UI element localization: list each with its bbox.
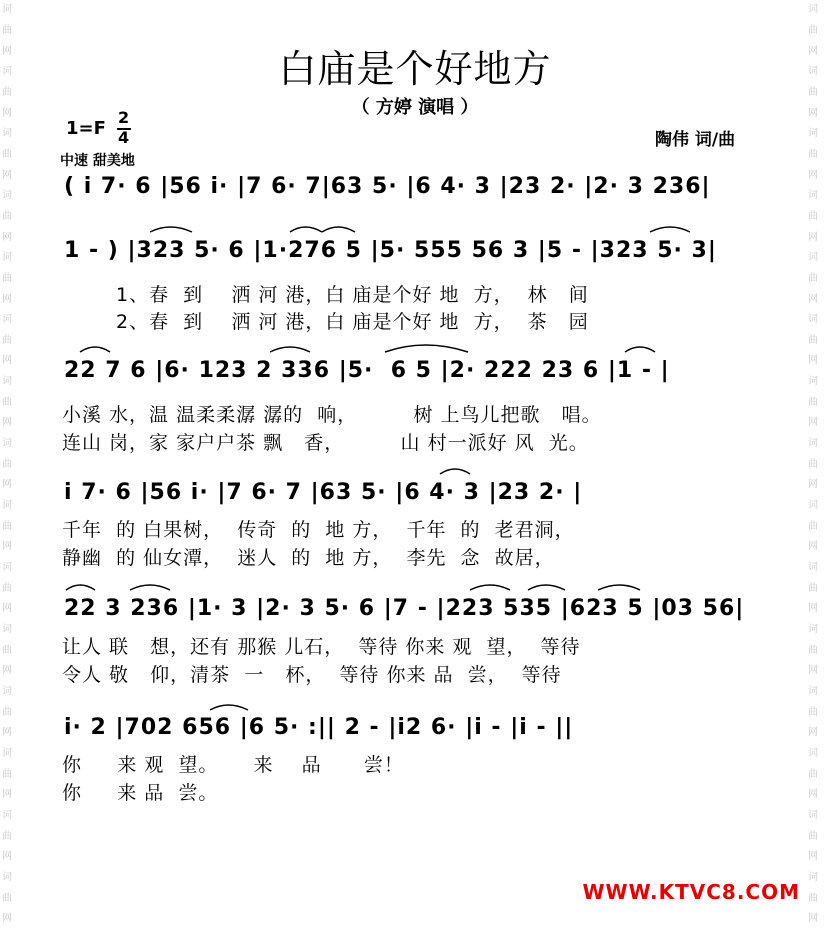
watermark-glyph: 词 (2, 871, 12, 883)
lyric-line-5b: 令人 敬 仰，清茶 一 杯， 等待 你来 品 尝， 等待 (62, 664, 562, 686)
watermark-glyph: 网 (2, 603, 12, 615)
watermark-glyph: 曲 (808, 334, 818, 346)
watermark-glyph: 词 (2, 438, 12, 450)
watermark-glyph: 曲 (2, 148, 12, 160)
watermark-glyph: 词 (2, 376, 12, 388)
watermark-glyph: 网 (808, 107, 818, 119)
watermark-glyph: 网 (2, 913, 12, 925)
watermark-glyph: 网 (2, 45, 12, 57)
notation-line-1: ( i 7· 6 |56 i· |7 6· 7|63 5· |6 4· 3 |23 2· |2· 3 236| (64, 174, 711, 199)
watermark-glyph: 曲 (2, 396, 12, 408)
watermark-glyph: 词 (2, 624, 12, 636)
watermark-glyph: 曲 (808, 706, 818, 718)
watermark-glyph: 词 (808, 747, 818, 759)
lyric-line-4b: 静幽 的 仙女潭， 迷人 的 地 方， 李先 念 故居， (62, 547, 555, 569)
watermark-glyph: 曲 (808, 582, 818, 594)
watermark-glyph: 网 (2, 665, 12, 677)
watermark-glyph: 曲 (808, 644, 818, 656)
watermark-glyph: 词 (808, 376, 818, 388)
slur (270, 347, 310, 352)
watermark-glyph: 曲 (2, 768, 12, 780)
watermark-glyph: 网 (808, 169, 818, 181)
watermark-glyph: 曲 (808, 272, 818, 284)
watermark-glyph: 曲 (808, 396, 818, 408)
slur (290, 227, 322, 232)
watermark-glyph: 词 (2, 685, 12, 697)
watermark-glyph: 网 (2, 727, 12, 739)
slur (528, 585, 565, 590)
lyric-line-6b: 你 来 品 尝。 (62, 782, 219, 804)
site-url[interactable]: WWW.KTVC8.COM (582, 880, 800, 904)
watermark-glyph: 词 (808, 871, 818, 883)
slur (625, 347, 655, 352)
watermark-glyph: 网 (808, 727, 818, 739)
watermark-glyph: 曲 (808, 148, 818, 160)
watermark-glyph: 网 (808, 851, 818, 863)
watermark-glyph: 曲 (2, 272, 12, 284)
key-signature: 1=F (66, 118, 106, 139)
watermark-glyph: 曲 (2, 458, 12, 470)
slur (150, 227, 192, 232)
slur (385, 345, 468, 352)
watermark-glyph: 词 (2, 562, 12, 574)
watermark-glyph: 曲 (2, 334, 12, 346)
lyric-line-2b: 2、春 到 洒 河 港，白 庙是个好 地 方， 茶 园 (116, 311, 589, 333)
lyric-line-5a: 让人 联 想，还有 那猴 儿石， 等待 你来 观 望， 等待 (62, 636, 581, 658)
notation-line-4: i 7· 6 |56 i· |7 6· 7 |63 5· |6 4· 3 |23 2· | (64, 480, 583, 505)
notation-line-5: 22 3 236 |1· 3 |2· 3 5· 6 |7 - |223 535 |623 5 |03 56| (64, 596, 745, 621)
slur (210, 705, 248, 710)
time-sig-num: 2 (118, 108, 130, 127)
song-title: 白庙是个好地方 (278, 47, 552, 91)
watermark-glyph: 网 (2, 417, 12, 429)
watermark-glyph: 词 (2, 252, 12, 264)
watermark-glyph: 网 (2, 107, 12, 119)
watermark-glyph: 词 (2, 4, 12, 16)
slur (80, 347, 110, 352)
watermark-glyph: 词 (808, 438, 818, 450)
lyric-line-2a: 1、春 到 洒 河 港，白 庙是个好 地 方， 林 间 (116, 284, 589, 306)
watermark-glyph: 网 (2, 541, 12, 553)
watermark-glyph: 词 (808, 685, 818, 697)
watermark-glyph: 网 (808, 293, 818, 305)
watermark-glyph: 词 (2, 500, 12, 512)
watermark-glyph: 曲 (808, 520, 818, 532)
watermark-glyph: 词 (2, 747, 12, 759)
watermark-glyph: 词 (808, 500, 818, 512)
lyric-line-3a: 小溪 水，温 温柔柔潺 潺的 响， 树 上鸟儿把歌 唱。 (62, 404, 602, 426)
watermark-glyph: 词 (808, 624, 818, 636)
notation-line-3: 22 7 6 |6· 123 2 336 |5· 6 5 |2· 222 23 6 |1 - | (64, 358, 670, 383)
watermark-glyph: 词 (808, 4, 818, 16)
watermark-glyph: 网 (2, 169, 12, 181)
singer: （ 方婷 演唱 ） (351, 97, 479, 118)
watermark-glyph: 网 (808, 45, 818, 57)
slur (66, 585, 95, 590)
slur (322, 227, 355, 232)
watermark-glyph: 网 (2, 851, 12, 863)
watermark-glyph: 曲 (2, 706, 12, 718)
slur (440, 469, 470, 474)
watermark-glyph: 网 (808, 665, 818, 677)
watermark-glyph: 曲 (2, 830, 12, 842)
lyric-line-4a: 千年 的 白果树， 传奇 的 地 方， 千年 的 老君洞， (62, 519, 575, 541)
slur (650, 227, 690, 232)
watermark-glyph: 词 (808, 314, 818, 326)
watermark-glyph: 网 (808, 355, 818, 367)
notation-line-6: i· 2 |702 656 |6 5· :|| 2 - |i2 6· |i - |i - || (64, 715, 574, 740)
slur (598, 585, 640, 590)
watermark-glyph: 词 (808, 562, 818, 574)
watermark-glyph: 曲 (808, 768, 818, 780)
watermark-glyph: 曲 (2, 520, 12, 532)
watermark-left (2, 0, 16, 930)
watermark-glyph: 网 (2, 293, 12, 305)
tempo: 中速 甜美地 (60, 153, 135, 169)
watermark-glyph: 网 (808, 417, 818, 429)
watermark-glyph: 网 (808, 479, 818, 491)
watermark-glyph: 曲 (2, 86, 12, 98)
watermark-glyph: 网 (808, 603, 818, 615)
watermark-glyph: 网 (808, 541, 818, 553)
watermark-glyph: 网 (808, 789, 818, 801)
watermark-glyph: 网 (2, 789, 12, 801)
notation-line-2: 1 - ) |323 5· 6 |1·276 5 |5· 555 56 3 |5 - |323 5· 3| (64, 238, 717, 263)
watermark-glyph: 词 (808, 252, 818, 264)
watermark-glyph: 网 (2, 479, 12, 491)
slur (470, 585, 510, 590)
watermark-glyph: 词 (808, 128, 818, 140)
watermark-glyph: 网 (808, 913, 818, 925)
watermark-glyph: 词 (2, 314, 12, 326)
watermark-glyph: 曲 (2, 582, 12, 594)
watermark-glyph: 曲 (808, 24, 818, 36)
watermark-glyph: 网 (2, 231, 12, 243)
watermark-glyph: 曲 (808, 86, 818, 98)
watermark-glyph: 曲 (2, 644, 12, 656)
lyric-line-6a: 你 来 观 望。 来 品 尝！ (62, 754, 404, 776)
watermark-glyph: 曲 (808, 458, 818, 470)
watermark-glyph: 曲 (2, 24, 12, 36)
lyric-line-3b: 连山 岗，家 家户户茶 飘 香， 山 村一派好 风 光。 (62, 432, 589, 454)
watermark-glyph: 词 (2, 190, 12, 202)
watermark-glyph: 词 (808, 809, 818, 821)
credits: 陶伟 词/曲 (655, 130, 736, 150)
slur (130, 585, 170, 590)
watermark-glyph: 词 (808, 66, 818, 78)
watermark-glyph: 网 (2, 355, 12, 367)
watermark-glyph: 词 (2, 128, 12, 140)
watermark-glyph: 曲 (808, 830, 818, 842)
watermark-right (808, 0, 822, 930)
watermark-glyph: 曲 (2, 892, 12, 904)
watermark-glyph: 曲 (808, 210, 818, 222)
watermark-glyph: 曲 (808, 892, 818, 904)
watermark-glyph: 词 (2, 809, 12, 821)
watermark-glyph: 词 (2, 66, 12, 78)
time-sig-den: 4 (118, 128, 130, 147)
watermark-glyph: 词 (808, 190, 818, 202)
watermark-glyph: 曲 (2, 210, 12, 222)
watermark-glyph: 网 (808, 231, 818, 243)
